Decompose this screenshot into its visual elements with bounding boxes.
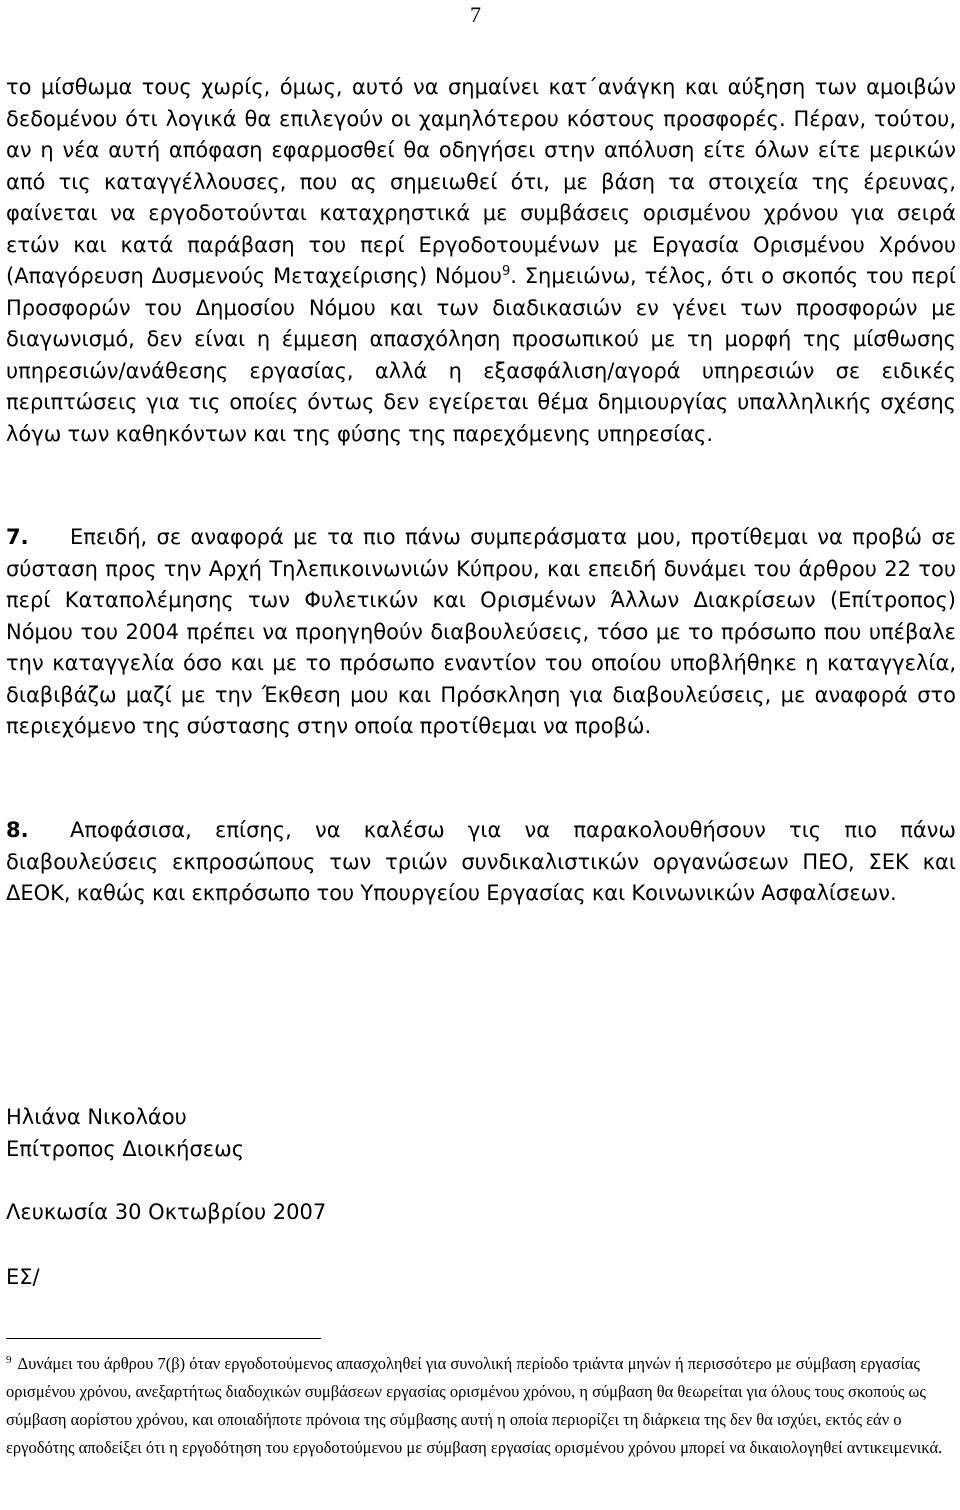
paragraph-8 xyxy=(6,815,956,910)
footnote-number: 9 xyxy=(6,1353,12,1366)
paragraph-8-text: Αποφάσισα, επίσης, να καλέσω για να παρακολουθήσουν τις πιο πάνω διαβουλεύσεις εκπροσώπους των τριών συνδικαλιστικών οργανώσεων ΠΕΟ, ΣΕΚ και ΔΕΟΚ, καθώς και εκπρόσωπο του Υπουργείου Εργασίας και Κοινωνικών Ασφαλίσεων. xyxy=(6,818,956,905)
footnote xyxy=(6,1350,951,1462)
footnote-text: Δυνάμει του άρθρου 7(β) όταν εργοδοτούμενος απασχοληθεί για συνολική περίοδο τριάντα μηνών ή περισσότερο με σύμβαση εργασίας ορισμένου χρόνου, ανεξαρτήτως διαδοχικών συμβάσεων εργασίας ορισμένου χρόνου, η σύμβαση θα θεωρείται για όλους τους σκοπούς ως σύμβαση αορίστου χρόνου, και οποιαδήποτε πρόνοια της σύμβασης αυτή η οποία περιορίζει τη διάρκεια της δεν θα ισχύει, εκτός εάν ο εργοδότης αποδείξει ότι η εργοδότηση του εργοδοτούμενου με σύμβαση εργασίας ορισμένου χρόνου μπορεί να δικαιολογηθεί αντικειμενικά. xyxy=(6,1354,943,1457)
footnote-reference: 9 xyxy=(501,264,511,279)
signatory-title: Επίτροπος Διοικήσεως xyxy=(6,1137,245,1161)
paragraph-7-number: 7. xyxy=(6,525,29,549)
paragraph-8-number: 8. xyxy=(6,818,29,842)
paragraph-1-text-before-ref: το μίσθωμα τους χωρίς, όμως, αυτό να σημαίνει κατ΄ανάγκη και αύξηση των αμοιβών δεδομένου ότι λογικά θα επιλεγούν οι χαμηλότερου κόστους προσφορές. Πέραν, τούτου, αν η νέα αυτή απόφαση εφαρμοσθεί θα οδηγήσει στην απόλυση είτε όλων είτε μερικών από τις καταγγέλλουσες, που ας σημειωθεί ότι, με βάση τα στοιχεία της έρευνας, φαίνεται να εργοδοτούνται καταχρηστικά με συμβάσεις ορισμένου χρόνου για σειρά ετών και κατά παράβαση του περί Εργοδοτουμένων με Εργασία Ορισμένου Χρόνου (Απαγόρευση Δυσμενούς Μεταχείρισης) Νόμου xyxy=(6,75,956,288)
signatory-name: Ηλιάνα Νικολάου xyxy=(6,1105,187,1129)
paragraph-1-text-after-ref: . Σημειώνω, τέλος, ότι ο σκοπός του περί Προσφορών του Δημοσίου Νόμου και των διαδικασιών εν γένει των προσφορών με διαγωνισμό, δεν είναι η έμμεση απασχόληση προσωπικού με τη μορφή της μίσθωσης υπηρεσιών/ανάθεσης εργασίας, αλλά η εξασφάλιση/αγορά υπηρεσιών σε ειδικές περιπτώσεις για τις οποίες όντως δεν εγείρεται θέμα δημιουργίας υπαλληλικής σχέσης λόγω των καθηκόντων και της φύσης της παρεχόμενης υπηρεσίας. xyxy=(6,264,956,446)
paragraph-7 xyxy=(6,522,956,743)
place-and-date: Λευκωσία 30 Οκτωβρίου 2007 xyxy=(6,1200,327,1224)
paragraph-7-text: Επειδή, σε αναφορά με τα πιο πάνω συμπεράσματα μου, προτίθεμαι να προβώ σε σύσταση προς την Αρχή Τηλεπικοινωνιών Κύπρου, και επειδή δυνάμει του άρθρου 22 του περί Καταπολέμησης των Φυλετικών και Ορισμένων Άλλων Διακρίσεων (Επίτροπος) Νόμου του 2004 πρέπει να προηγηθούν διαβουλεύσεις, τόσο με το πρόσωπο που υπέβαλε την καταγγελία όσο και με το πρόσωπο εναντίον του οποίου υποβλήθηκε η καταγγελία, διαβιβάζω μαζί με την Έκθεση μου και Πρόσκληση για διαβουλεύσεις, με αναφορά στο περιεχόμενο της σύστασης στην οποία προτίθεμαι να προβώ. xyxy=(6,525,956,738)
footnote-separator xyxy=(6,1338,321,1339)
page-number: 7 xyxy=(470,2,481,27)
reference-initials: ΕΣ/ xyxy=(6,1265,40,1289)
paragraph-continuation xyxy=(6,72,956,450)
